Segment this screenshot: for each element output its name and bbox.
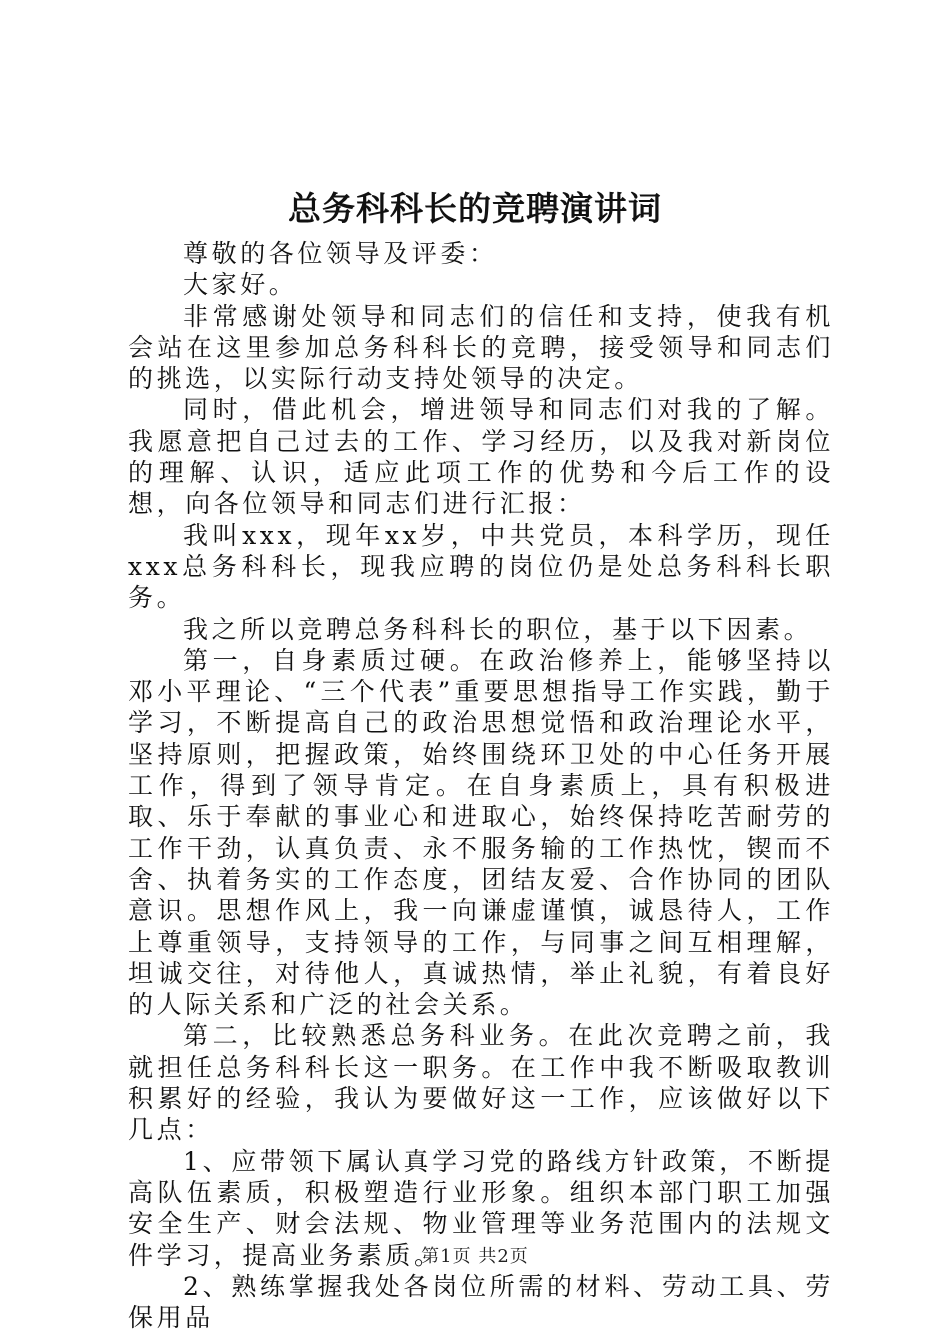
paragraph: 非常感谢处领导和同志们的信任和支持，使我有机会站在这里参加总务科科长的竞聘，接受领导和同志们的挑选，以实际行动支持处领导的决定。 bbox=[128, 301, 834, 394]
paragraph: 同时，借此机会，增进领导和同志们对我的了解。我愿意把自己过去的工作、学习经历，以及我对新岗位的理解、认识，适应此项工作的优势和今后工作的设想，向各位领导和同志们进行汇报： bbox=[128, 395, 834, 519]
page-footer: 第1页 共2页 bbox=[421, 1246, 529, 1267]
document-title: 总务科科长的竞聘演讲词 bbox=[288, 189, 662, 228]
list-item: 1、应带领下属认真学习党的路线方针政策，不断提高队伍素质，积极塑造行业形象。组织本部门职工加强安全生产、财会法规、物业管理等业务范围内的法规文件学习，提高业务素质。 bbox=[128, 1146, 834, 1270]
paragraph: 第一，自身素质过硬。在政治修养上，能够坚持以邓小平理论、“三个代表”重要思想指导工作实践，勤于学习，不断提高自己的政治思想觉悟和政治理论水平，坚持原则，把握政策，始终围绕环卫处的中心任务开展工作，得到了领导肯定。在自身素质上，具有积极进取、乐于奉献的事业心和进取心，始终保持吃苦耐劳的工作干劲，认真负责、永不服务输的工作热忱，锲而不舍、执着务实的工作态度，团结友爱、合作协同的团队意识。思想作风上，我一向谦虚谨慎，诚恳待人，工作上尊重领导，支持领导的工作，与同事之间互相理解，坦诚交往，对待他人，真诚热情，举止礼貌，有着良好的人际关系和广泛的社会关系。 bbox=[128, 645, 834, 1020]
greeting: 大家好。 bbox=[183, 270, 298, 300]
paragraph: 第二，比较熟悉总务科业务。在此次竞聘之前，我就担任总务科科长这一职务。在工作中我不断吸取教训积累好的经验，我认为要做好这一工作，应该做好以下几点： bbox=[128, 1021, 834, 1145]
list-item: 2、熟练掌握我处各岗位所需的材料、劳动工具、劳保用品 bbox=[128, 1271, 834, 1333]
document-body bbox=[128, 238, 834, 1333]
salutation: 尊敬的各位领导及评委： bbox=[183, 239, 498, 268]
paragraph: 我之所以竞聘总务科科长的职位，基于以下因素。 bbox=[183, 614, 813, 644]
paragraph: 我叫xxx，现年xx岁，中共党员，本科学历，现任xxx总务科科长，现我应聘的岗位仍是处总务科科长职务。 bbox=[128, 520, 834, 613]
